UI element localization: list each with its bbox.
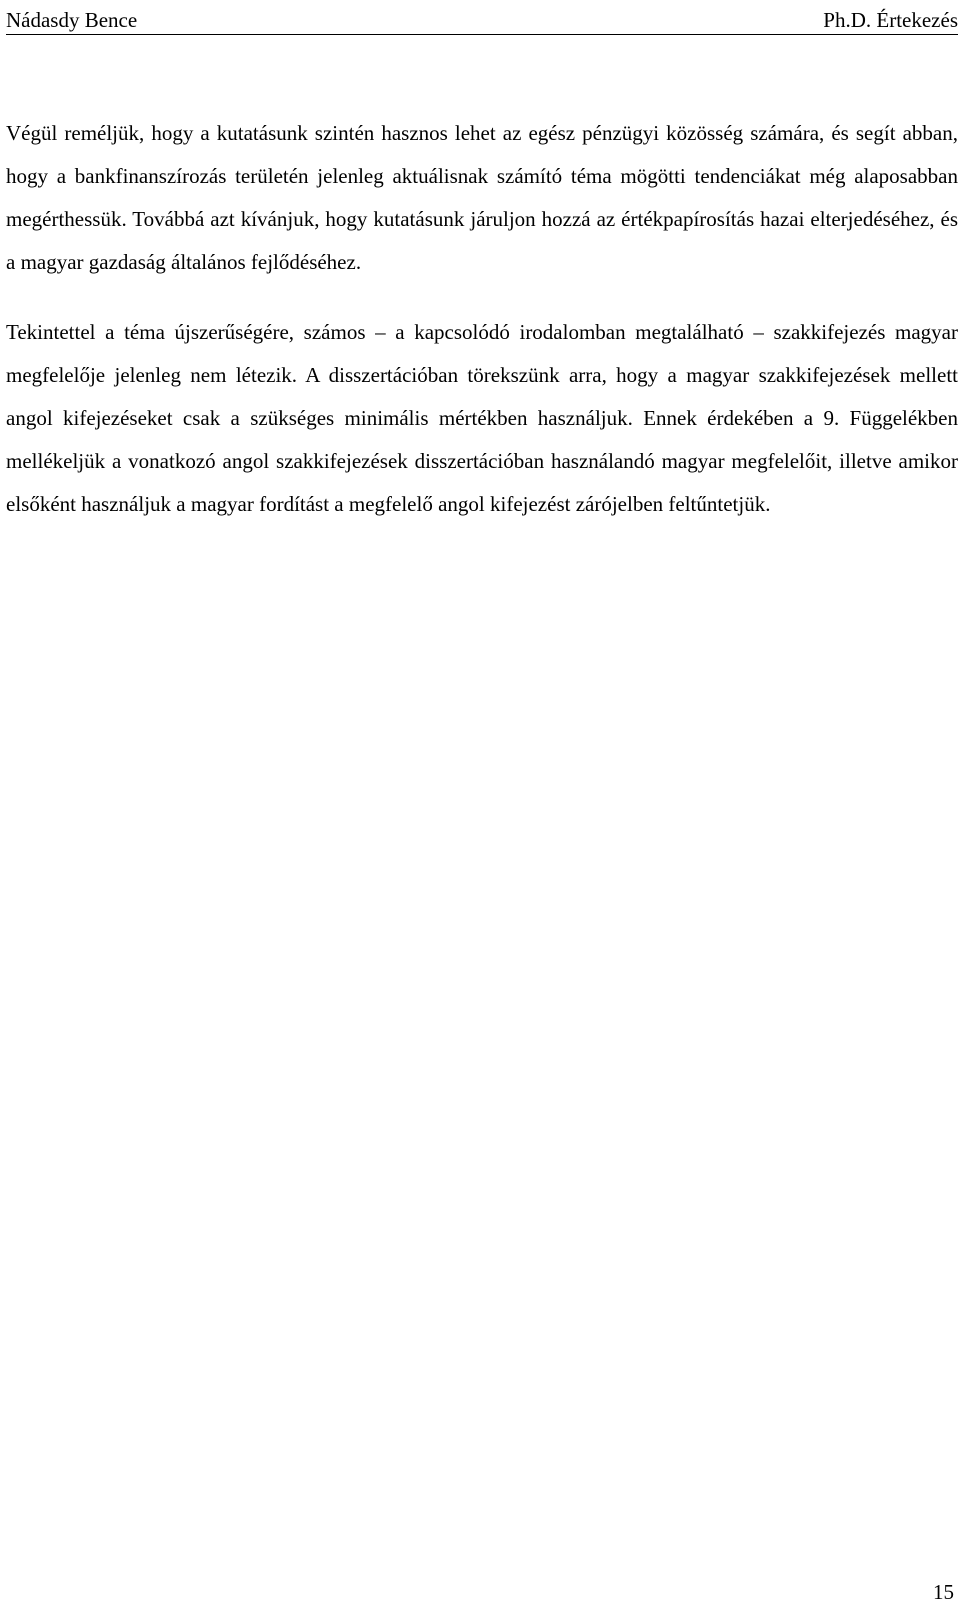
header-author: Nádasdy Bence — [6, 8, 138, 32]
paragraph-conclusion-hopes: Végül reméljük, hogy a kutatásunk szintén hasznos lehet az egész pénzügyi közösség számára, és segít abban, hogy a bankfinanszírozás területén jelenleg aktuálisnak számító téma mögötti tendenciákat még alaposabban megérthessük. Továbbá azt kívánjuk, hogy kutatásunk járuljon hozzá az értékpapírosítás hazai elterjedéséhez, és a magyar gazdaság általános fejlődéséhez. — [6, 121, 958, 274]
header-document-type: Ph.D. Értekezés — [823, 8, 958, 32]
running-header — [6, 4, 958, 35]
paragraph-terminology-note: Tekintettel a téma újszerűségére, számos – a kapcsolódó irodalomban megtalálható – szakkifejezés magyar megfelelője jelenleg nem létezik. A disszertációban törekszünk arra, hogy a magyar szakkifejezések mellett angol kifejezéseket csak a szükséges minimális mértékben használjuk. Ennek érdekében a 9. Függelékben mellékeljük a vonatkozó angol szakkifejezések disszertációban használandó magyar megfelelőit, illetve amikor elsőként használjuk a magyar fordítást a megfelelő angol kifejezést zárójelben feltűntetjük. — [6, 320, 958, 516]
body-text — [6, 112, 958, 526]
page-number: 15 — [933, 1580, 954, 1604]
